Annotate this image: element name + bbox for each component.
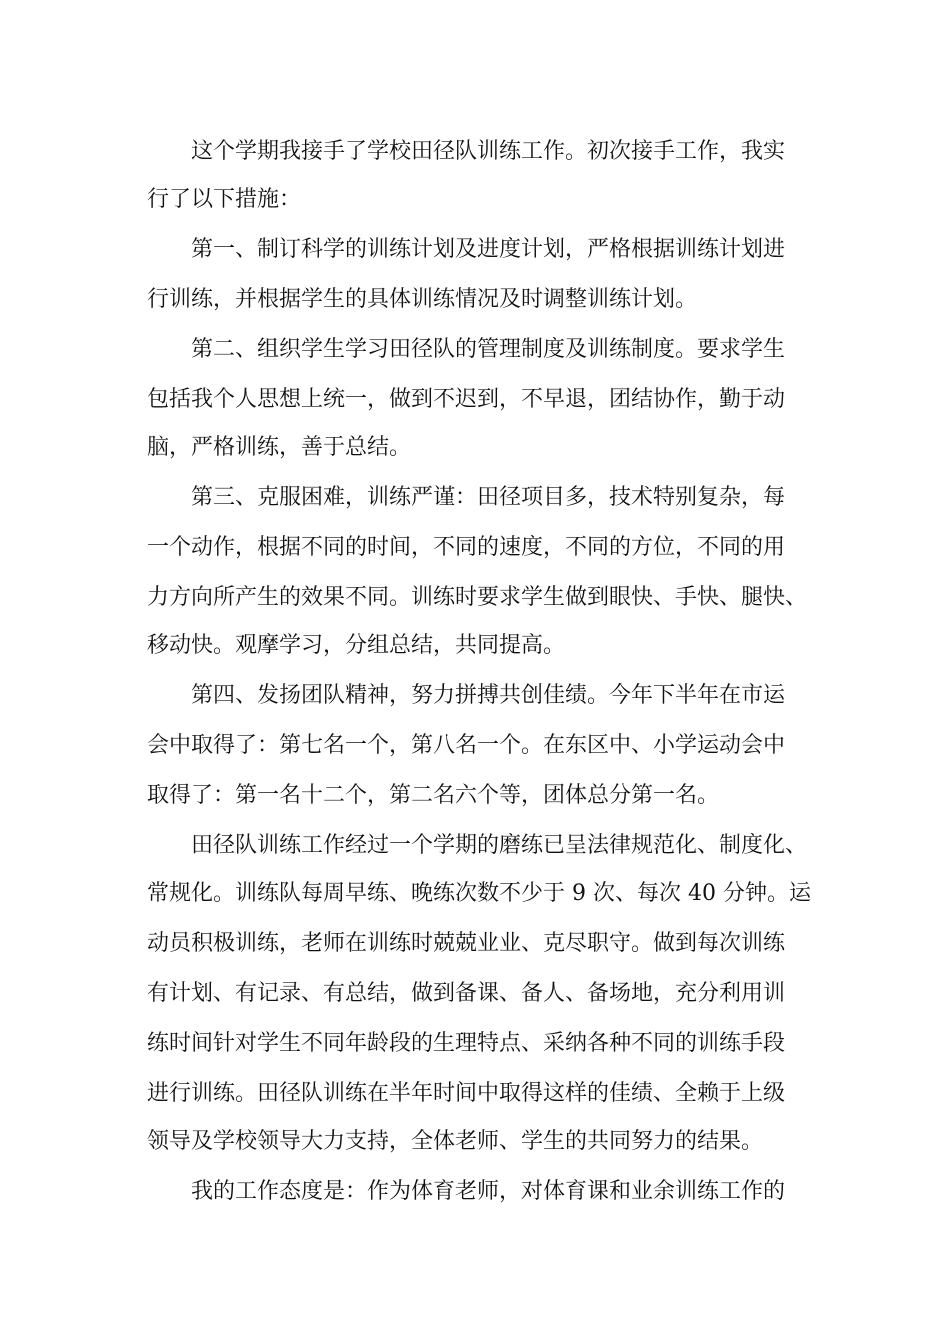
text-line: 会中取得了：第七名一个，第八名一个。在东区中、小学运动会中 bbox=[147, 733, 786, 758]
text-line: 力方向所产生的效果不同。训练时要求学生做到眼快、手快、腿快、 bbox=[147, 585, 808, 610]
text-line: 这个学期我接手了学校田径队训练工作。初次接手工作，我实 bbox=[191, 139, 786, 164]
text-line: 动员积极训练，老师在训练时兢兢业业、克尽职守。做到每次训练 bbox=[147, 931, 786, 956]
text-line: 第二、组织学生学习田径队的管理制度及训练制度。要求学生 bbox=[191, 337, 786, 362]
text-line: 第三、克服困难，训练严谨：田径项目多，技术特别复杂，每 bbox=[191, 485, 786, 510]
text-line: 行训练，并根据学生的具体训练情况及时调整训练计划。 bbox=[147, 287, 698, 312]
text-line: 取得了：第一名十二个，第二名六个等，团体总分第一名。 bbox=[147, 783, 720, 808]
text-line: 领导及学校领导大力支持，全体老师、学生的共同努力的结果。 bbox=[147, 1129, 764, 1154]
text-line: 有计划、有记录、有总结，做到备课、备人、备场地，充分利用训 bbox=[147, 981, 786, 1006]
text-line: 移动快。观摩学习，分组总结，共同提高。 bbox=[147, 633, 566, 658]
text-line: 脑，严格训练，善于总结。 bbox=[147, 435, 412, 460]
text-line: 行了以下措施： bbox=[147, 187, 302, 212]
text-line: 包括我个人思想上统一，做到不迟到，不早退，团结协作，勤于动 bbox=[147, 387, 786, 412]
text-line: 田径队训练工作经过一个学期的磨练已呈法律规范化、制度化、 bbox=[191, 833, 808, 858]
text-line: 练时间针对学生不同年龄段的生理特点、采纳各种不同的训练手段 bbox=[147, 1031, 786, 1056]
text-line: 一个动作，根据不同的时间，不同的速度，不同的方位，不同的用 bbox=[147, 535, 786, 560]
text-line: 第四、发扬团队精神，努力拼搏共创佳绩。今年下半年在市运 bbox=[191, 683, 786, 708]
text-line: 常规化。训练队每周早练、晚练次数不少于 9 次、每次 40 分钟。运 bbox=[147, 881, 811, 906]
text-line: 第一、制订科学的训练计划及进度计划，严格根据训练计划进 bbox=[191, 237, 786, 262]
text-line: 进行训练。田径队训练在半年时间中取得这样的佳绩、全赖于上级 bbox=[147, 1081, 786, 1106]
text-line: 我的工作态度是：作为体育老师，对体育课和业余训练工作的 bbox=[191, 1179, 786, 1204]
